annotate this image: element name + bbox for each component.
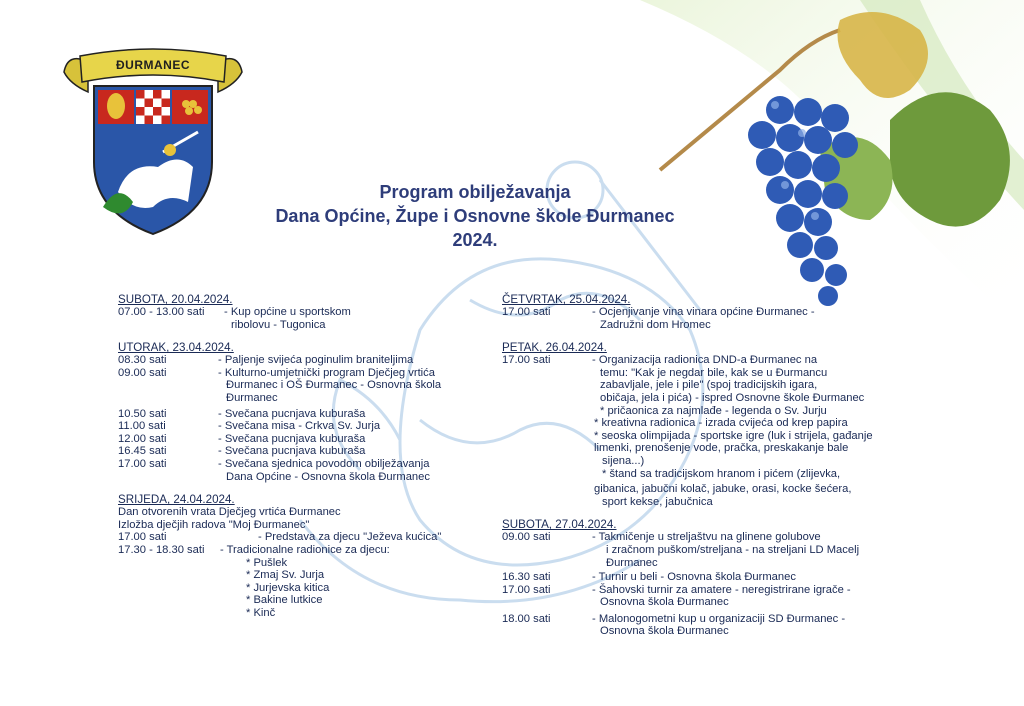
event-time: 17.00 sati	[502, 583, 551, 596]
schedule-row	[118, 306, 478, 319]
event-desc-cont: ribolovu - Tugonica	[231, 318, 326, 331]
event-desc-cont: i zračnom puškom/streljana - na streljani LD Macelj	[606, 543, 860, 556]
event-desc-cont: Đurmanec	[226, 391, 278, 404]
schedule-row	[502, 584, 922, 597]
event-desc: - Predstava za djecu "Ježeva kućica"	[258, 531, 442, 544]
schedule-row	[118, 408, 478, 421]
event-time: 17.00 sati	[502, 354, 551, 367]
title-line-1: Program obilježavanja	[379, 182, 571, 202]
event-time: 09.00 sati	[118, 366, 167, 379]
event-desc: - Organizacija radionica DND-a Đurmanec na	[592, 354, 818, 367]
event-desc: - Svečana sjednica povodom obilježavanja	[218, 457, 430, 470]
event-desc: - Takmičenje u streljaštvu na glinene golubove	[592, 531, 821, 544]
event-time: 17.00 sati	[118, 457, 167, 470]
schedule-row	[118, 544, 478, 557]
event-time: 09.00 sati	[502, 531, 551, 544]
event-desc: - Kup općine u sportskom	[224, 306, 351, 318]
event-desc: - Turnir u beli - Osnovna škola Đurmanec	[592, 571, 796, 584]
event-time: 17.00 sati	[118, 531, 167, 544]
event-time: 08.30 sati	[118, 354, 167, 367]
event-desc-cont: Osnovna škola Đurmanec	[600, 625, 729, 638]
schedule-row	[118, 433, 478, 446]
event-desc: - Šahovski turnir za amatere - neregistrirane igrače -	[592, 583, 851, 596]
day-note: Izložba dječjih radova "Moj Đurmanec"	[118, 518, 310, 531]
workshop-item: * Bakine lutkice	[246, 594, 323, 607]
activity-item: * seoska olimpijada - sportske igre (luk i strijela, gađanje	[594, 429, 873, 442]
event-time: 16.30 sati	[502, 571, 551, 584]
event-desc: - Ocjenjivanje vina vinara općine Đurmanec -	[592, 306, 815, 318]
event-desc: - Malonogometni kup u organizaciji SD Đurmanec -	[592, 612, 846, 625]
day-saturday-27	[502, 518, 922, 638]
event-time: 17.30 - 18.30 sati	[118, 543, 205, 556]
event-desc-cont: Osnovna škola Đurmanec	[600, 596, 729, 609]
schedule-left-column	[118, 293, 478, 629]
schedule-row	[502, 354, 922, 367]
activity-item: limenki, prenošenje vode, pračka, preskakanje bale	[594, 442, 849, 455]
activity-item-cont: sport kekse, jabučnica	[602, 495, 713, 508]
activity-item: gibanica, jabučni kolač, jabuke, orasi, kocke šećera,	[594, 483, 852, 496]
crest-banner: ĐURMANEC	[116, 58, 190, 72]
event-desc-cont: običaja, jela i pića) - ispred Osnovne škole Đurmanec	[600, 391, 865, 404]
schedule-row	[118, 531, 478, 544]
day-saturday-20	[118, 293, 478, 331]
day-heading: ČETVRTAK, 25.04.2024.	[502, 293, 631, 306]
schedule-row	[502, 571, 922, 584]
event-desc-cont: zabavljale, jele i pile" (spoj tradicijskih igara,	[600, 379, 818, 392]
event-desc: - Svečana pucnjava kuburaša	[218, 432, 366, 445]
event-desc-cont: Đurmanec	[606, 556, 658, 569]
day-friday-26	[502, 341, 922, 508]
event-time: 16.45 sati	[118, 445, 167, 458]
event-desc: - Tradicionalne radionice za djecu:	[220, 543, 390, 556]
event-time: 17.00 sati	[502, 306, 551, 318]
schedule-row	[502, 306, 922, 319]
grapes-illustration	[640, 0, 1024, 330]
event-desc-cont: temu: "Kak je negdar bile, kak se u Đurmancu	[600, 366, 828, 379]
activity-item: * kreativna radionica - izrada cvijeća od krep papira	[594, 417, 848, 430]
day-note: Dan otvorenih vrata Dječjeg vrtića Đurmanec	[118, 506, 341, 519]
event-time: 10.50 sati	[118, 407, 167, 420]
day-heading: PETAK, 26.04.2024.	[502, 341, 607, 355]
event-desc-cont: * pričaonica za najmlađe - legenda o Sv. Jurju	[600, 404, 827, 417]
program-title	[260, 180, 690, 252]
event-time: 18.00 sati	[502, 612, 551, 625]
day-heading: SRIJEDA, 24.04.2024.	[118, 493, 235, 507]
schedule-row	[118, 367, 478, 380]
day-heading: UTORAK, 23.04.2024.	[118, 341, 234, 355]
event-time: 11.00 sati	[118, 420, 166, 433]
schedule-right-column	[502, 293, 922, 648]
municipality-crest	[58, 42, 248, 242]
schedule-row	[502, 613, 922, 626]
event-desc-cont: Dana Općine - Osnovna škola Đurmanec	[226, 470, 430, 483]
event-desc-cont: Zadružni dom Hromec	[600, 318, 711, 331]
schedule-row	[502, 531, 922, 544]
activity-item-cont: * štand sa tradicijskom hranom i pićem (zlijevka,	[602, 467, 841, 480]
day-thursday-25	[502, 293, 922, 331]
activity-item-cont: sijena...)	[602, 454, 645, 467]
workshop-item: * Pušlek	[246, 556, 288, 569]
day-heading: SUBOTA, 20.04.2024.	[118, 293, 233, 306]
schedule-row	[118, 458, 478, 471]
event-desc: - Paljenje svijeća poginulim braniteljima	[218, 354, 414, 367]
day-wednesday-24	[118, 493, 478, 619]
workshop-item: * Jurjevska kitica	[246, 581, 330, 594]
event-desc: - Svečana pucnjava kuburaša	[218, 445, 366, 458]
event-time: 12.00 sati	[118, 432, 167, 445]
event-desc: - Svečana misa - Crkva Sv. Jurja	[218, 420, 381, 433]
event-desc: - Svečana pucnjava kuburaša	[218, 407, 366, 420]
schedule-row	[118, 445, 478, 458]
title-line-3: 2024.	[452, 230, 498, 250]
schedule-row	[118, 354, 478, 367]
event-desc: - Kulturno-umjetnički program Dječjeg vrtića	[218, 366, 435, 379]
event-time: 07.00 - 13.00 sati	[118, 306, 205, 318]
title-line-2: Dana Općine, Župe i Osnovne škole Đurmanec	[275, 206, 675, 226]
workshop-item: * Zmaj Sv. Jurja	[246, 569, 325, 582]
schedule-row	[118, 420, 478, 433]
day-heading: SUBOTA, 27.04.2024.	[502, 518, 617, 532]
day-tuesday-23	[118, 341, 478, 483]
event-desc-cont: Đurmanec i OŠ Đurmanec - Osnovna škola	[226, 379, 442, 392]
workshop-item: * Kinč	[246, 606, 276, 619]
